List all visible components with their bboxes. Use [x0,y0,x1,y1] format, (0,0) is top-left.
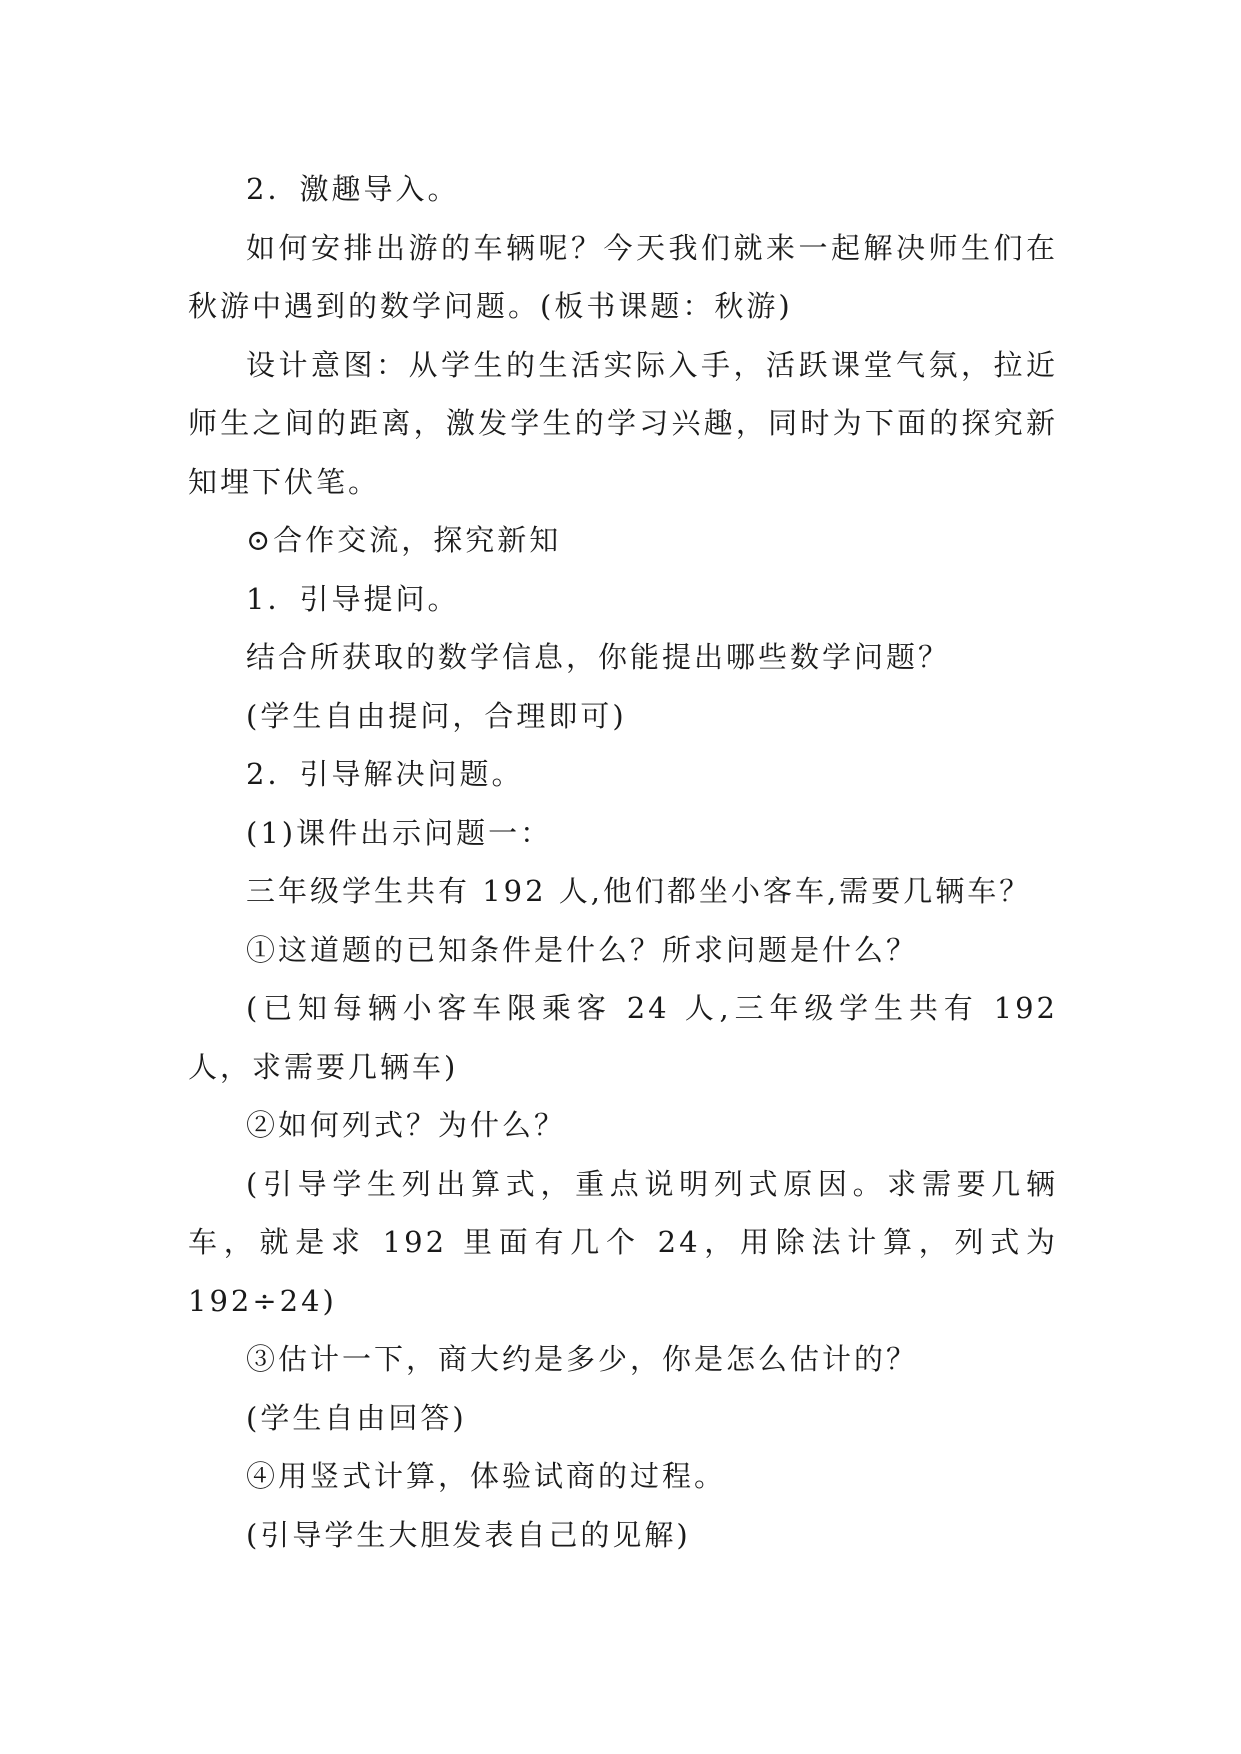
paragraph-step-4: ④用竖式计算，体验试商的过程。 [246,1459,727,1493]
paragraph-step-2-answer: (引导学生列出算式，重点说明列式原因。求需要几辆车，就是求 192 里面有几个 24，用除法计算，列式为 192÷24) [188,1166,1058,1318]
paragraph-step-1-answer: (已知每辆小客车限乘客 24 人,三年级学生共有 192 人，求需要几辆车) [188,991,1058,1084]
heading-guide-solve: 2．引导解决问题。 [246,757,524,791]
paragraph-step-2: ②如何列式？为什么？ [246,1108,567,1142]
paragraph-ask-questions: 结合所获取的数学信息，你能提出哪些数学问题？ [246,640,951,674]
paragraph-problem-one: 三年级学生共有 192 人,他们都坐小客车,需要几辆车？ [246,874,1032,908]
section-heading-cooperation: ⊙合作交流，探究新知 [246,523,562,557]
paragraph-step-1: ①这道题的已知条件是什么？所求问题是什么？ [246,932,919,967]
heading-inspire-intro: 2．激趣导入。 [246,172,460,206]
paragraph-design-intent: 设计意图：从学生的生活实际入手，活跃课堂气氛，拉近师生之间的距离，激发学生的学习兴趣，同时为下面的探究新知埋下伏笔。 [188,347,1058,499]
paragraph-trip-question: 如何安排出游的车辆呢？今天我们就来一起解决师生们在秋游中遇到的数学问题。(板书课题：秋游) [188,230,1058,323]
paragraph-step-3: ③估计一下，商大约是多少，你是怎么估计的？ [246,1342,919,1376]
heading-guide-question: 1．引导提问。 [246,581,460,616]
paragraph-problem-one-label: (1)课件出示问题一： [246,815,553,850]
paragraph-step-3-answer: (学生自由回答) [246,1400,467,1435]
document-body [188,160,1058,1564]
paragraph-step-4-answer: (引导学生大胆发表自己的见解) [246,1517,691,1552]
paragraph-free-questions: (学生自由提问，合理即可) [246,698,627,733]
